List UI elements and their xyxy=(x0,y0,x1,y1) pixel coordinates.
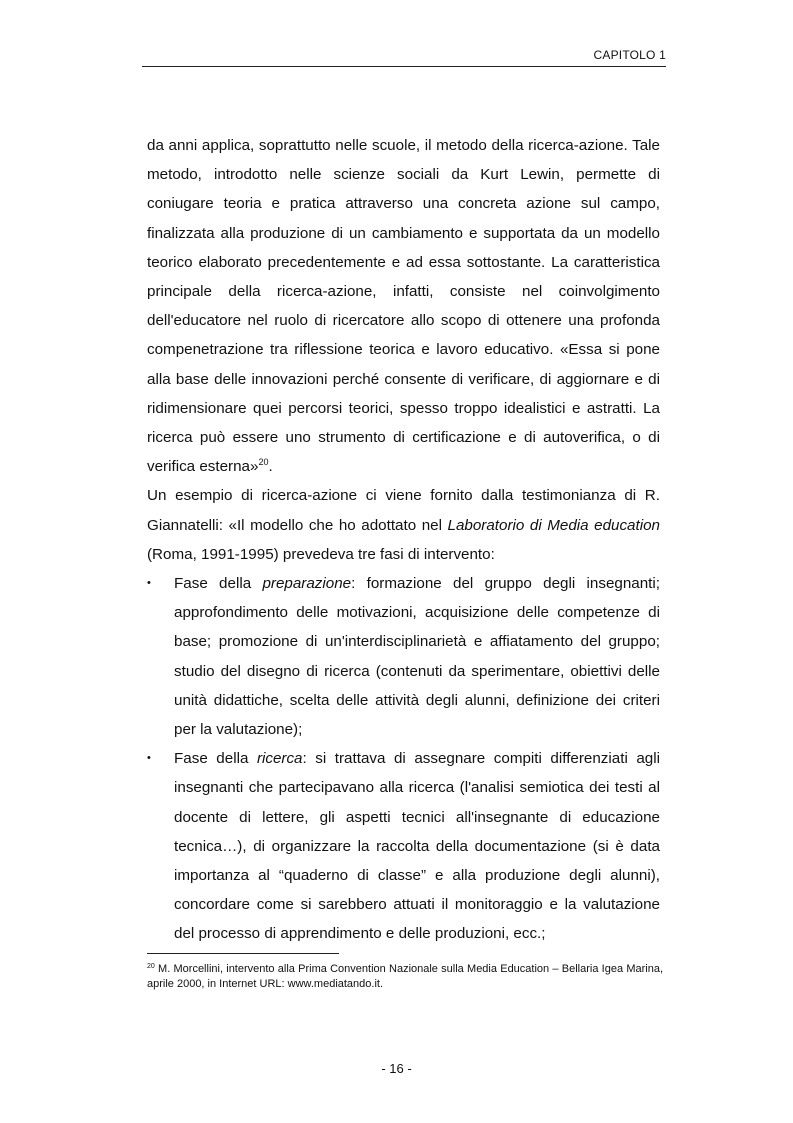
footnote-number: 20 xyxy=(147,963,155,970)
paragraph-2-after: (Roma, 1991-1995) prevedeva tre fasi di intervento: xyxy=(147,545,495,563)
footnote-divider xyxy=(147,953,339,954)
list-item-before: Fase della xyxy=(174,750,257,768)
phase-list xyxy=(147,569,660,949)
footnote-text: M. Morcellini, intervento alla Prima Convention Nazionale sulla Media Education – Bellaria Igea Marina, aprile 2000, in Internet URL: www.mediatando.it. xyxy=(147,963,663,990)
list-item-after: : formazione del gruppo degli insegnanti; approfondimento delle motivazioni, acquisizione delle competenze di base; promozione di un'interdisciplinarietà e affiatamento del gruppo; studio del disegno di ricerca (contenuti da sperimentare, obiettivi delle unità didattiche, scelta delle attività degli alunni, definizione dei criteri per la valutazione); xyxy=(174,575,660,739)
paragraph-2-before: Un esempio di ricerca-azione ci viene fornito dalla testimonianza di R. Giannatelli: «Il modello che ho adottato nel xyxy=(147,487,660,534)
body-text xyxy=(147,131,660,949)
footnote xyxy=(147,962,663,992)
list-item-italic: preparazione xyxy=(262,575,352,593)
paragraph-1 xyxy=(147,131,660,481)
list-item-before: Fase della xyxy=(174,575,263,593)
footnote-reference[interactable]: 20 xyxy=(258,457,269,468)
list-item-after: : si trattava di assegnare compiti differenziati agli insegnanti che partecipavano alla ricerca (l'analisi semiotica dei testi al docente di lettere, gli aspetti tecnici all'insegnante di educazione tecnica…), di organizzare la raccolta della documentazione (si è data importanza al “quaderno di classe” e alla produzione degli alunni), concordare come si sarebbero attuati il monitoraggio e la valutazione del processo di apprendimento e delle produzioni, ecc.; xyxy=(174,750,660,943)
bullet-icon: • xyxy=(147,752,151,765)
bullet-icon: • xyxy=(147,577,151,590)
paragraph-1-end: . xyxy=(268,458,273,476)
paragraph-2-italic: Laboratorio di Media education xyxy=(447,516,660,534)
paragraph-1-text: da anni applica, soprattutto nelle scuole, il metodo della ricerca-azione. Tale metodo, introdotto nelle scienze sociali da Kurt Lewin, permette di coniugare teoria e pratica attraverso una concreta azione sul campo, finalizzata alla produzione di un cambiamento e supportata da un modello teorico elaborato precedentemente e ad essa sottostante. La caratteristica principale della ricerca-azione, infatti, consiste nel coinvolgimento dell'educatore nel ruolo di ricercatore allo scopo di ottenere una profonda compenetrazione tra riflessione teorica e lavoro educativo. «Essa si pone alla base delle innovazioni perché consente di verificare, di aggiornare e di ridimensionare quei percorsi teorici, spesso troppo idealistici e astratti. La ricerca può essere uno strumento di certificazione e di autoverifica, o di verifica esterna» xyxy=(147,137,660,476)
list-item xyxy=(147,744,660,948)
list-item-italic: ricerca xyxy=(256,750,303,768)
list-item xyxy=(147,569,660,744)
chapter-header: CAPITOLO 1 xyxy=(593,48,666,62)
paragraph-2 xyxy=(147,481,660,569)
header-divider xyxy=(142,66,666,67)
page-number: - 16 - xyxy=(381,1061,412,1076)
